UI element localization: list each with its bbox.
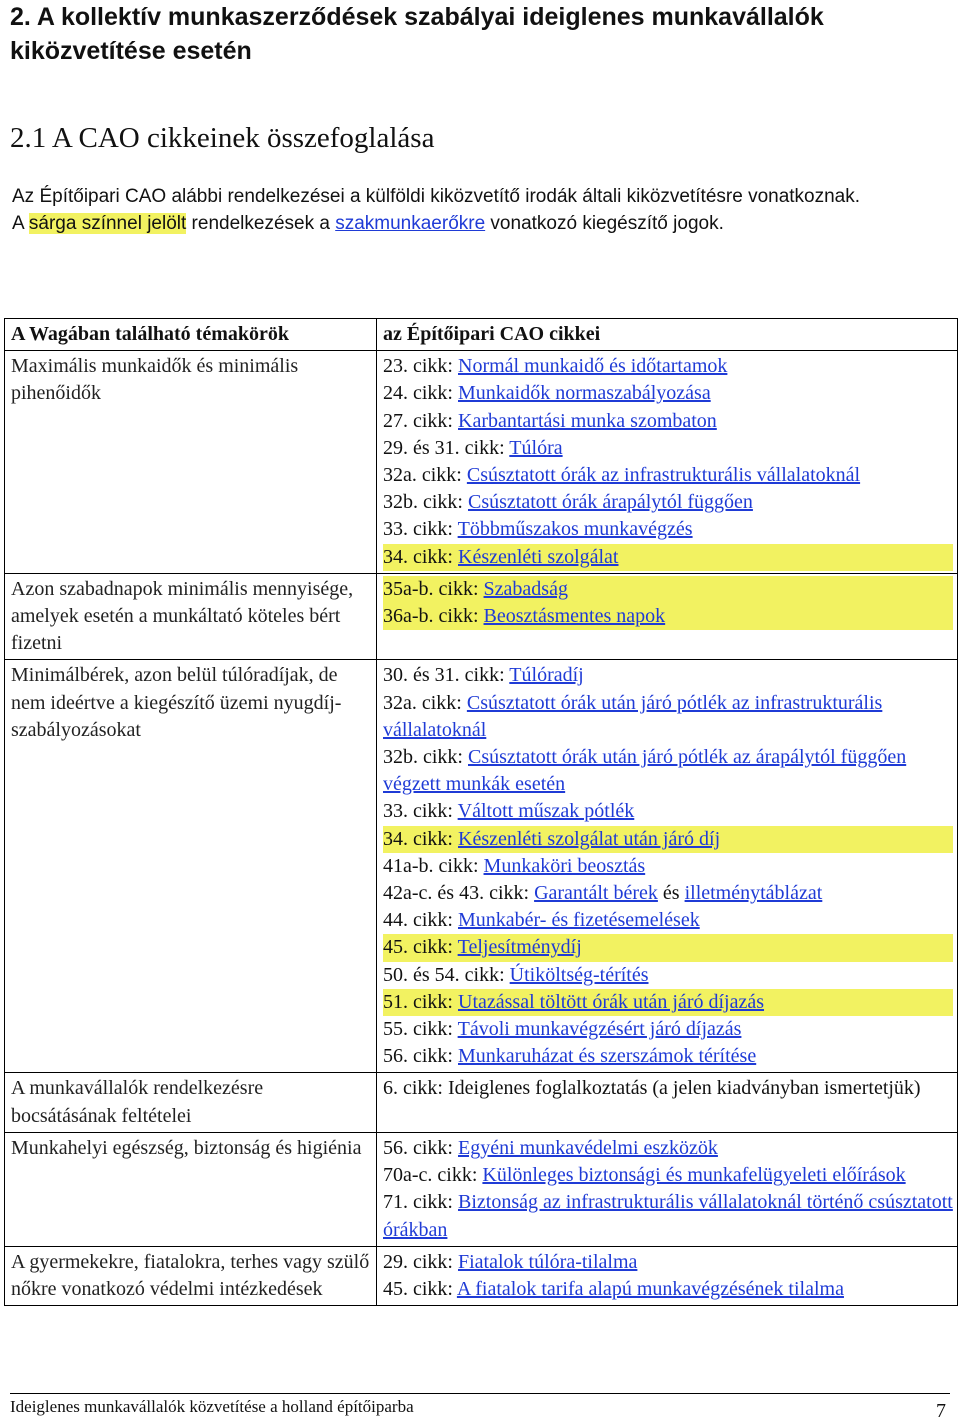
article-entry — [383, 962, 953, 989]
article-number: 36a-b. cikk: — [383, 605, 484, 628]
article-entry — [383, 1189, 953, 1243]
article-number: 42a-c. és 43. cikk: — [383, 882, 535, 905]
article-number: 44. cikk: — [383, 909, 458, 932]
article-link[interactable]: Biztonság az infrastrukturális vállalatoknál történő csúsztatott órákban — [383, 1191, 953, 1241]
article-number: 71. cikk: — [383, 1191, 458, 1214]
article-number: 45. cikk: — [383, 1277, 457, 1300]
article-entry — [383, 1075, 953, 1102]
article-number: 70a-c. cikk: — [383, 1164, 483, 1187]
article-link[interactable]: Csúsztatott órák árapálytól függően — [468, 491, 753, 514]
article-link[interactable]: Normál munkaidő és időtartamok — [458, 355, 728, 378]
page-number: 7 — [936, 1400, 946, 1422]
article-number: 33. cikk: — [383, 518, 458, 541]
article-entry — [383, 744, 953, 798]
intro-text-part: A — [12, 213, 29, 234]
article-entry — [383, 853, 953, 880]
article-entry — [383, 603, 953, 630]
table-row — [5, 1246, 958, 1305]
article-connector: és — [657, 882, 685, 905]
article-number: 27. cikk: — [383, 409, 458, 432]
article-entry — [383, 880, 953, 907]
articles-cell — [377, 351, 958, 574]
article-number: 24. cikk: — [383, 382, 458, 405]
article-link[interactable]: Túlóradíj — [509, 664, 584, 687]
highlighted-phrase: sárga színnel jelölt — [28, 213, 187, 234]
article-link[interactable]: Karbantartási munka szombaton — [458, 409, 717, 432]
article-entry — [383, 380, 953, 407]
article-link[interactable]: Garantált bérek — [534, 882, 658, 905]
topic-paid-days-off: Azon szabadnapok minimális mennyisége, amelyek esetén a munkáltató köteles bért fizetni — [5, 573, 377, 660]
subsection-heading: 2.1 A CAO cikkeinek összefoglalása — [10, 122, 435, 154]
article-number: 30. és 31. cikk: — [383, 664, 510, 687]
article-link[interactable]: Különleges biztonsági és munkafelügyeleti előírások — [482, 1164, 906, 1187]
table-row — [5, 660, 958, 1073]
articles-cell — [377, 660, 958, 1073]
table-header-row — [5, 319, 958, 351]
topic-health-safety: Munkahelyi egészség, biztonság és higiénia — [5, 1132, 377, 1246]
article-number: 6. cikk: Ideiglenes foglalkoztatás (a jelen kiadványban ismertetjük) — [383, 1077, 921, 1100]
topic-protection-measures: A gyermekekre, fiatalokra, terhes vagy szülő nőkre vonatkozó védelmi intézkedések — [5, 1246, 377, 1305]
article-entry — [383, 1276, 953, 1303]
table-row — [5, 351, 958, 574]
article-link[interactable]: Beosztásmentes napok — [483, 605, 666, 628]
article-number: 23. cikk: — [383, 355, 458, 378]
article-number: 29. és 31. cikk: — [383, 436, 510, 459]
article-number: 32b. cikk: — [383, 491, 468, 514]
article-entry — [383, 1162, 953, 1189]
article-entry — [383, 826, 953, 853]
article-entry — [383, 1016, 953, 1043]
article-link[interactable]: Munkabér- és fizetésemelések — [458, 909, 700, 932]
article-entry — [383, 989, 953, 1016]
article-entry — [383, 934, 953, 961]
topic-provision-conditions: A munkavállalók rendelkezésre bocsátásának feltételei — [5, 1073, 377, 1132]
article-number: 45. cikk: — [383, 936, 458, 959]
article-entry — [383, 1249, 953, 1276]
article-link[interactable]: Csúsztatott órák az infrastrukturális vállalatoknál — [466, 464, 861, 487]
article-entry — [383, 489, 953, 516]
article-number: 29. cikk: — [383, 1250, 458, 1273]
intro-text-part: rendelkezések a — [186, 213, 336, 234]
articles-cell — [377, 1246, 958, 1305]
article-number: 55. cikk: — [383, 1018, 458, 1041]
table-row — [5, 573, 958, 660]
topic-working-hours: Maximális munkaidők és minimális pihenőidők — [5, 351, 377, 574]
article-number: 41a-b. cikk: — [383, 854, 484, 877]
article-number: 35a-b. cikk: — [383, 577, 484, 600]
article-number: 56. cikk: — [383, 1045, 458, 1068]
article-entry — [383, 462, 953, 489]
article-link[interactable]: Útiköltség-térítés — [509, 963, 649, 986]
header-cao-articles: az Építőipari CAO cikkei — [377, 319, 958, 351]
article-number: 34. cikk: — [383, 545, 458, 568]
article-entry — [383, 516, 953, 543]
article-link[interactable]: Váltott műszak pótlék — [457, 800, 635, 823]
article-entry — [383, 435, 953, 462]
article-number: 32a. cikk: — [383, 464, 467, 487]
intro-text-part: vonatkozó kiegészítő jogok. — [485, 213, 724, 234]
article-link[interactable]: Utazással töltött órák után járó díjazás — [458, 990, 765, 1013]
footer-title: Ideiglenes munkavállalók közvetítése a holland építőiparba — [10, 1397, 414, 1416]
article-number: 50. és 54. cikk: — [383, 963, 510, 986]
intro-text — [12, 183, 932, 237]
article-link[interactable]: Túlóra — [509, 436, 563, 459]
articles-cell — [377, 1073, 958, 1132]
section-heading: 2. A kollektív munkaszerződések szabályai ideiglenes munkavállalók kiközvetítése esetén — [10, 3, 824, 65]
articles-cell — [377, 573, 958, 660]
intro-line-1: Az Építőipari CAO alábbi rendelkezései a külföldi kiközvetítő irodák általi kiközvetítésre vonatkoznak. — [12, 186, 861, 207]
header-waga-topics: A Wagában található témakörök — [5, 319, 377, 351]
article-link[interactable]: Csúsztatott órák után járó pótlék az infrastrukturális vállalatoknál — [383, 691, 883, 741]
intro-line-2 — [12, 210, 932, 237]
article-link[interactable]: Készenléti szolgálat után járó díj — [458, 827, 721, 850]
article-link[interactable]: Munkaköri beosztás — [483, 854, 646, 877]
article-entry — [383, 907, 953, 934]
article-link[interactable]: Készenléti szolgálat — [458, 545, 619, 568]
article-number: 56. cikk: — [383, 1136, 458, 1159]
article-link[interactable]: Csúsztatott órák után járó pótlék az árapálytól függően végzett munkák esetén — [383, 746, 907, 796]
article-number: 33. cikk: — [383, 800, 458, 823]
article-entry — [383, 408, 953, 435]
topic-minimum-wages: Minimálbérek, azon belül túlóradíjak, de nem ideértve a kiegészítő üzemi nyugdíj-szabályozásokat — [5, 660, 377, 1073]
article-number: 32a. cikk: — [383, 691, 467, 714]
cao-articles-table — [4, 318, 958, 1306]
table-row — [5, 1132, 958, 1246]
article-entry — [383, 798, 953, 825]
article-number: 51. cikk: — [383, 990, 458, 1013]
page-footer — [10, 1393, 950, 1422]
table-row — [5, 1073, 958, 1132]
article-entry — [383, 576, 953, 603]
articles-cell — [377, 1132, 958, 1246]
article-link[interactable]: Távoli munkavégzésért járó díjazás — [457, 1018, 742, 1041]
article-entry — [383, 1135, 953, 1162]
article-link[interactable]: Egyéni munkavédelmi eszközök — [458, 1136, 718, 1159]
article-link[interactable]: Teljesítménydíj — [457, 936, 582, 959]
article-link[interactable]: Munkaruházat és szerszámok térítése — [458, 1045, 757, 1068]
article-link[interactable]: illetménytáblázat — [684, 882, 823, 905]
skilled-workers-link[interactable]: szakmunkaerőkre — [335, 213, 486, 234]
article-entry — [383, 353, 953, 380]
article-link[interactable]: Munkaidők normaszabályozása — [458, 382, 711, 405]
article-entry — [383, 690, 953, 744]
article-entry — [383, 1043, 953, 1070]
article-entry — [383, 662, 953, 689]
article-number: 32b. cikk: — [383, 746, 468, 769]
article-link[interactable]: A fiatalok tarifa alapú munkavégzésének tilalma — [456, 1277, 844, 1300]
article-link[interactable]: Fiatalok túlóra-tilalma — [458, 1250, 638, 1273]
article-link[interactable]: Szabadság — [483, 577, 568, 600]
article-entry — [383, 544, 953, 571]
article-number: 34. cikk: — [383, 827, 458, 850]
article-link[interactable]: Többműszakos munkavégzés — [457, 518, 693, 541]
